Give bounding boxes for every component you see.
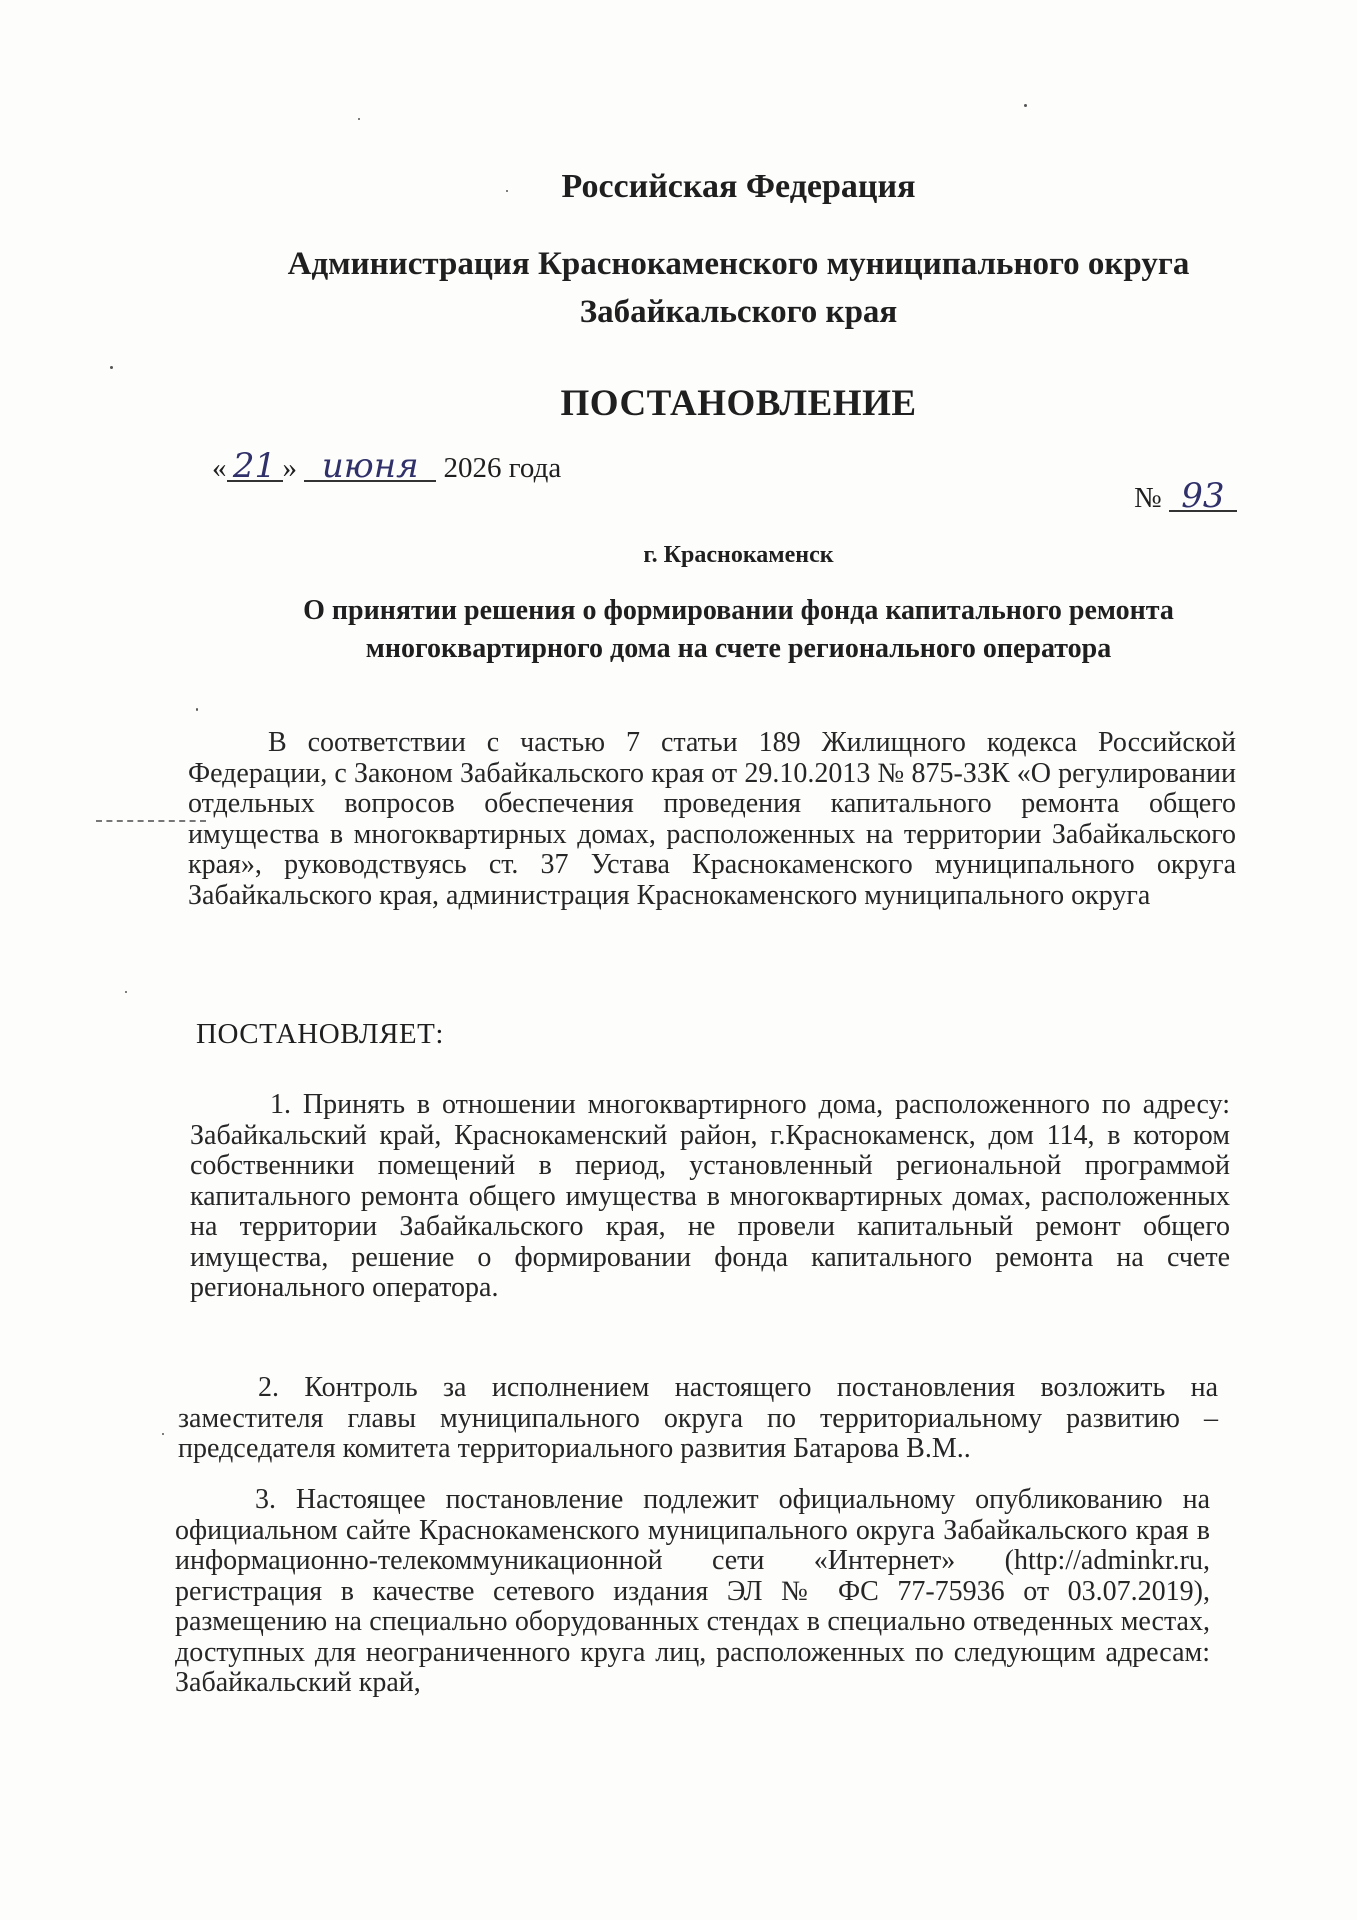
scan-speck [125,991,127,993]
scan-speck [110,366,113,369]
resolution-item-1 [190,1090,1230,1304]
administration-heading [60,240,1357,336]
scan-speck [1024,104,1027,107]
number-prefix: № [1134,482,1162,514]
administration-line-1: Администрация Краснокаменского муниципального округа [287,246,1190,282]
administration-line-2: Забайкальского края [579,294,898,330]
document-number [1134,476,1237,516]
subject-line-2: многоквартирного дома на счете регионального оператора [365,633,1112,664]
city-line: г. Краснокаменск [643,542,834,568]
scan-speck [162,1433,164,1435]
scan-mark [96,820,206,822]
scan-speck [358,118,360,120]
subject-line-1: О принятии решения о формировании фонда капитального ремонта [303,595,1174,626]
date-year: 2026 года [443,452,562,484]
resolution-item-3 [175,1485,1210,1699]
scan-speck [196,708,198,711]
intro-text: В соответствии с частью 7 статьи 189 Жилищного кодекса Российской Федерации, с Законом Забайкальского края от 29.10.2013 № 875-ЗЗК «О регулировании отдельных вопросов обеспечения проведения капитального ремонта общего имущества в многоквартирных домах, расположенных на территории Забайкальского края», руководствуясь ст. 37 Устава Краснокаменского муниципального округа Забайкальского края, администрация Краснокаменского муниципального округа [188,727,1236,911]
date-month-handwritten: июня [304,452,436,482]
resolves-heading: ПОСТАНОВЛЯЕТ: [196,1018,444,1050]
date-open-quote: « [212,452,227,484]
date-close-quote: » [282,452,297,484]
document-subject [60,592,1357,668]
item-3-text: 3. Настоящее постановление подлежит официальному опубликованию на официальном сайте Краснокаменского муниципального округа Забайкальского края в информационно-телекоммуникационной сети «Интернет» (http://adminkr.ru, регистрация в качестве сетевого издания ЭЛ № ФС 77-75936 от 03.07.2019), размещению на специально оборудованных стендах в специально отведенных местах, доступных для неограниченного круга лиц, расположенных по следующим адресам: Забайкальский край, [175,1484,1210,1698]
date-day-handwritten: 21 [227,452,283,482]
document-type-heading: ПОСТАНОВЛЕНИЕ [560,383,917,424]
document-date [212,446,562,486]
intro-paragraph [188,728,1236,911]
scan-speck [506,190,508,192]
country-heading: Российская Федерация [561,168,916,205]
item-2-text: 2. Контроль за исполнением настоящего постановления возложить на заместителя главы муниципального округа по территориальному развитию – председателя комитета территориального развития Батарова В.М.. [178,1372,1218,1464]
item-1-text: 1. Принять в отношении многоквартирного дома, расположенного по адресу: Забайкальский край, Краснокаменский район, г.Краснокаменск, дом 114, в котором собственники помещений в период, установленный региональной программой капитального ремонта общего имущества в многоквартирных домах, расположенных на территории Забайкальского края, не провели капитальный ремонт общего имущества, решение о формировании фонда капитального ремонта на счете регионального оператора. [190,1089,1230,1303]
number-handwritten: 93 [1169,482,1237,512]
resolution-item-2 [178,1373,1218,1465]
